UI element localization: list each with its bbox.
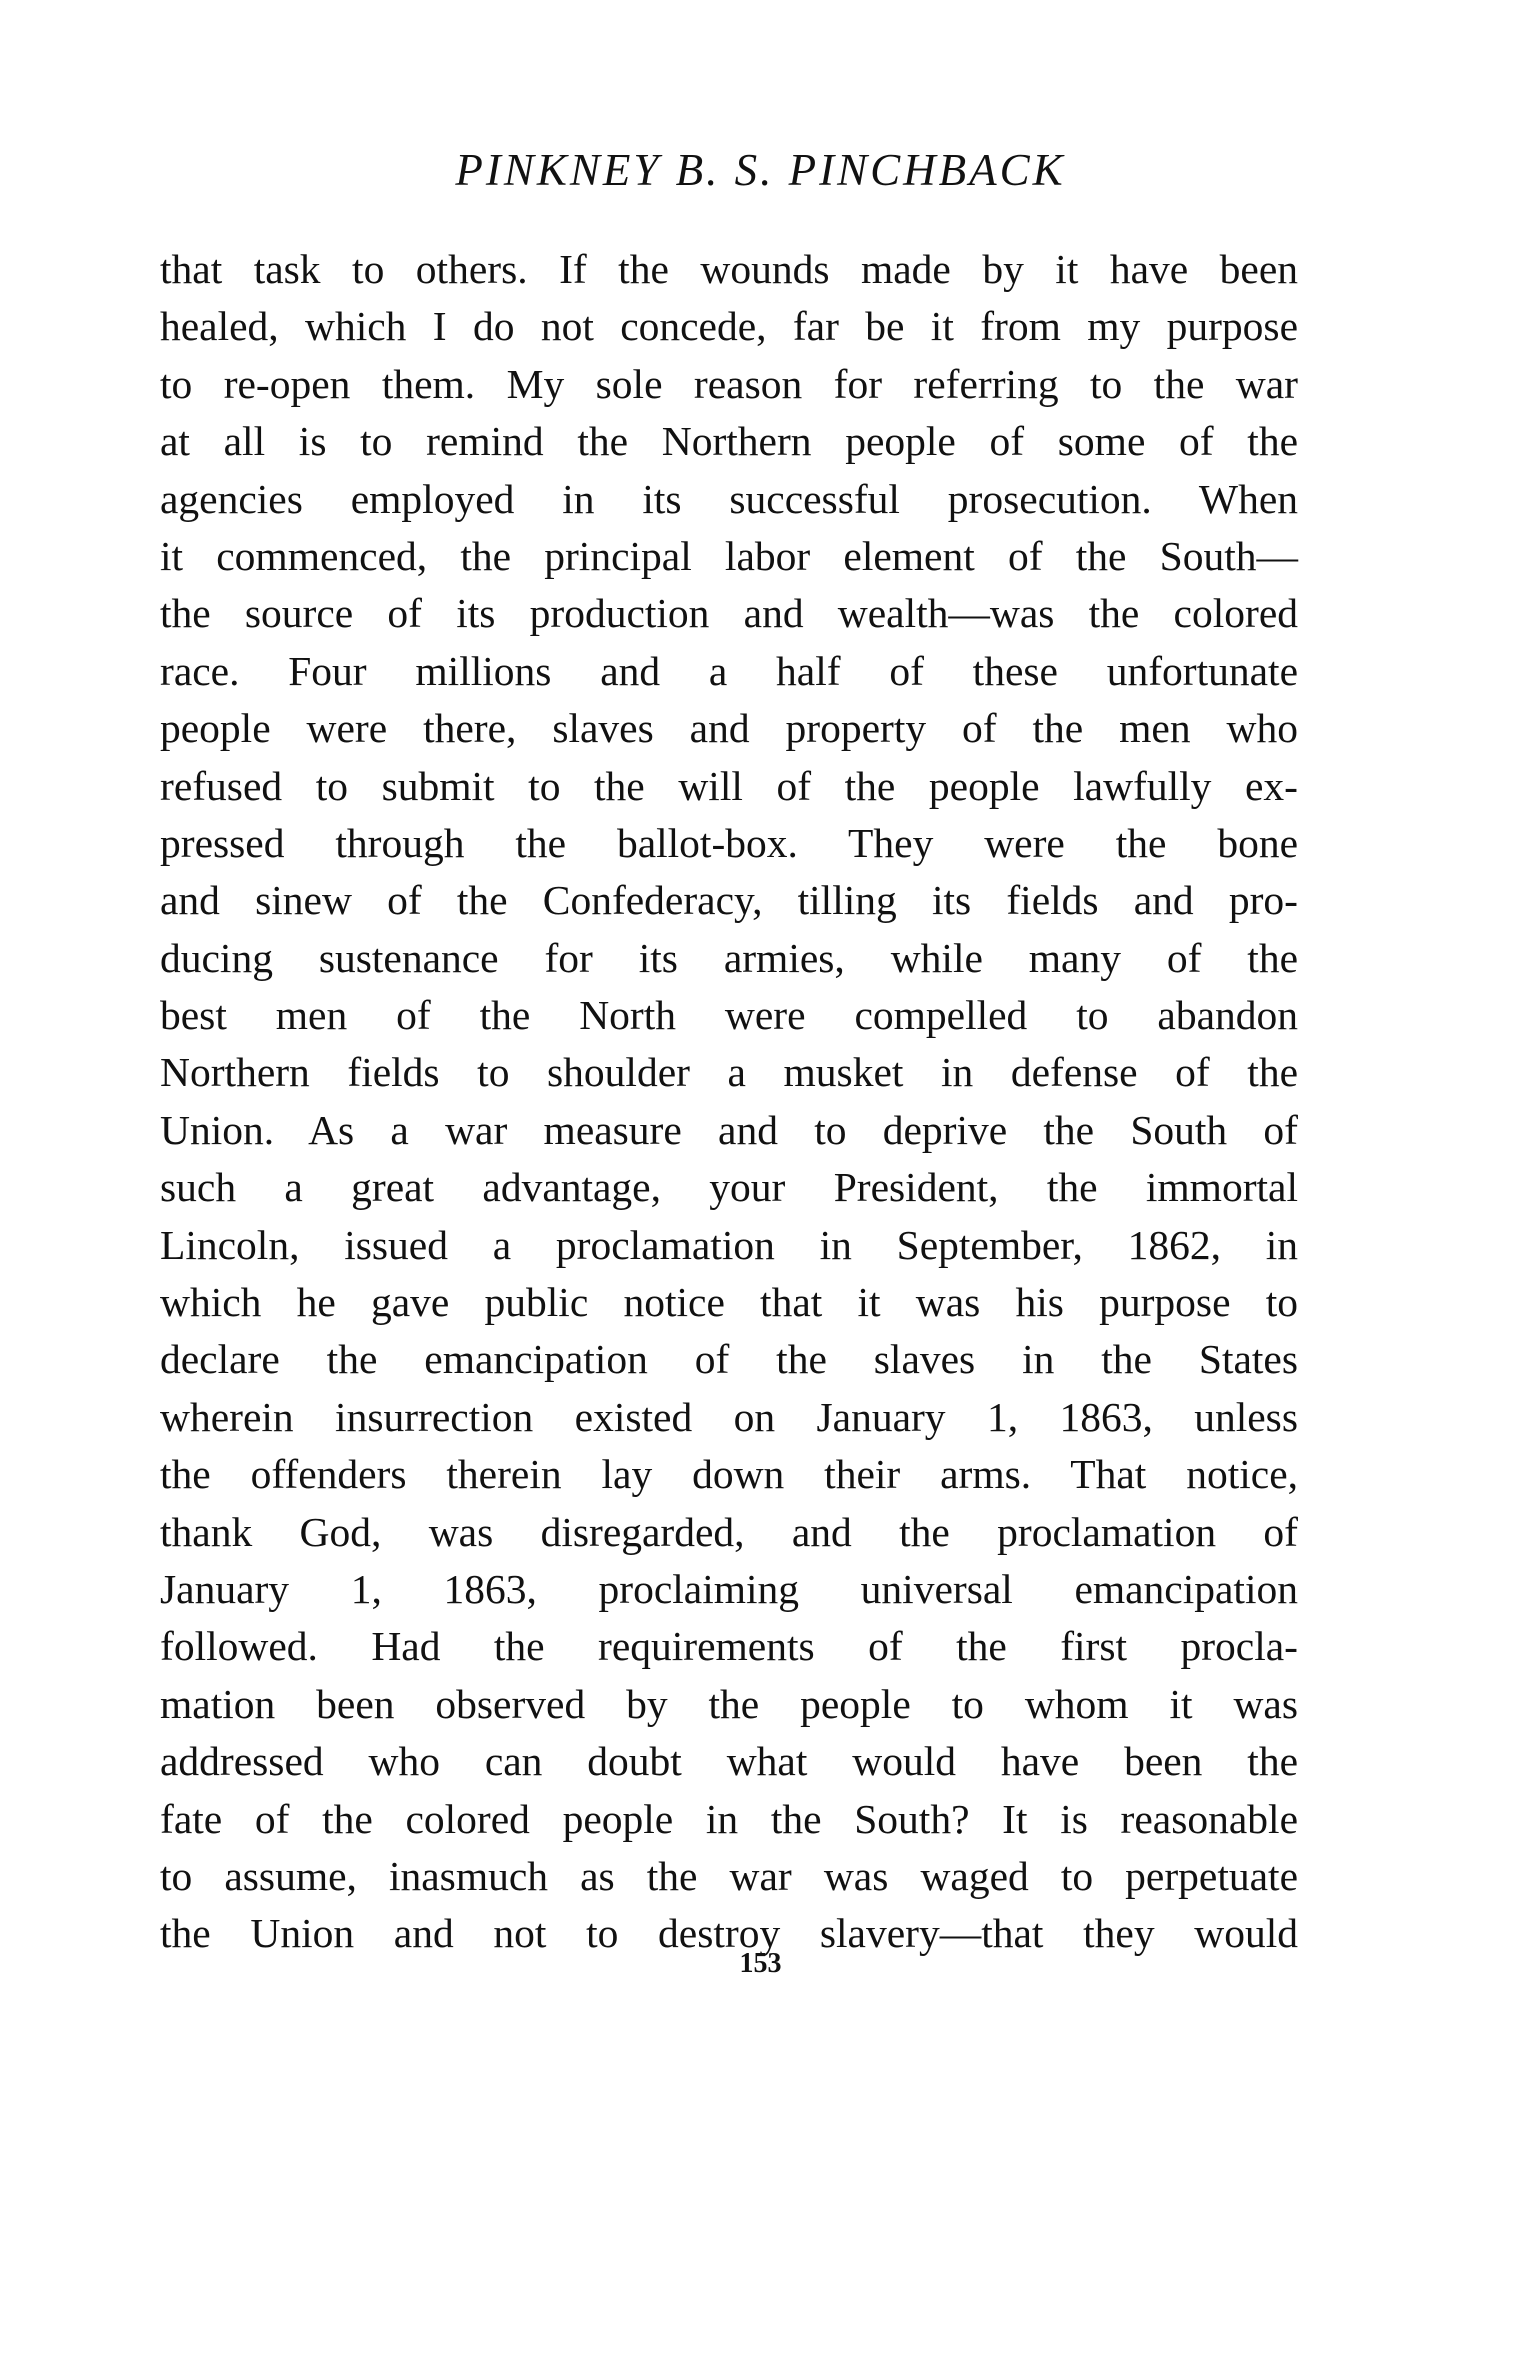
text-line: ducing sustenance for its armies, while many of the	[160, 934, 1298, 981]
text-line: the source of its production and wealth—was the colored	[160, 590, 1298, 637]
text-line: addressed who can doubt what would have been the	[160, 1738, 1298, 1785]
text-line: to assume, inasmuch as the war was waged to perpetuate	[160, 1852, 1298, 1899]
running-head: PINKNEY B. S. PINCHBACK	[455, 145, 1066, 195]
text-line: best men of the North were compelled to abandon	[160, 992, 1298, 1039]
text-line: healed, which I do not concede, far be it from my purpose	[160, 303, 1298, 350]
text-line: January 1, 1863, proclaiming universal emancipation	[160, 1565, 1298, 1612]
text-line: people were there, slaves and property of the men who	[160, 705, 1298, 752]
text-line: and sinew of the Confederacy, tilling its fields and pro-	[160, 877, 1298, 924]
text-line: to re-open them. My sole reason for referring to the war	[160, 360, 1298, 407]
text-line: mation been observed by the people to whom it was	[160, 1680, 1298, 1727]
text-line: agencies employed in its successful prosecution. When	[160, 475, 1298, 522]
text-line: Union. As a war measure and to deprive the South of	[160, 1106, 1298, 1153]
text-line: the Union and not to destroy slavery—that they would	[160, 1910, 1298, 1957]
text-line: race. Four millions and a half of these unfortunate	[160, 647, 1298, 694]
text-line: fate of the colored people in the South? It is reasonable	[160, 1795, 1298, 1842]
text-line: the offenders therein lay down their arms. That notice,	[160, 1451, 1298, 1498]
text-line: which he gave public notice that it was his purpose to	[160, 1279, 1298, 1326]
text-line: refused to submit to the will of the people lawfully ex-	[160, 762, 1298, 809]
text-line: it commenced, the principal labor element of the South—	[160, 532, 1298, 579]
text-line: declare the emancipation of the slaves in the States	[160, 1336, 1298, 1383]
text-line: pressed through the ballot-box. They were the bone	[160, 819, 1298, 866]
text-line: Lincoln, issued a proclamation in September, 1862, in	[160, 1221, 1298, 1268]
text-line: at all is to remind the Northern people of some of the	[160, 418, 1298, 465]
text-line: such a great advantage, your President, the immortal	[160, 1164, 1298, 1211]
body-text	[160, 241, 1298, 1963]
text-line: Northern fields to shoulder a musket in defense of the	[160, 1049, 1298, 1096]
text-line: followed. Had the requirements of the first procla-	[160, 1623, 1298, 1670]
text-line: wherein insurrection existed on January 1, 1863, unless	[160, 1393, 1298, 1440]
text-line: thank God, was disregarded, and the proclamation of	[160, 1508, 1298, 1555]
page-number: 153	[739, 1948, 782, 1979]
text-line: that task to others. If the wounds made by it have been	[160, 246, 1298, 292]
